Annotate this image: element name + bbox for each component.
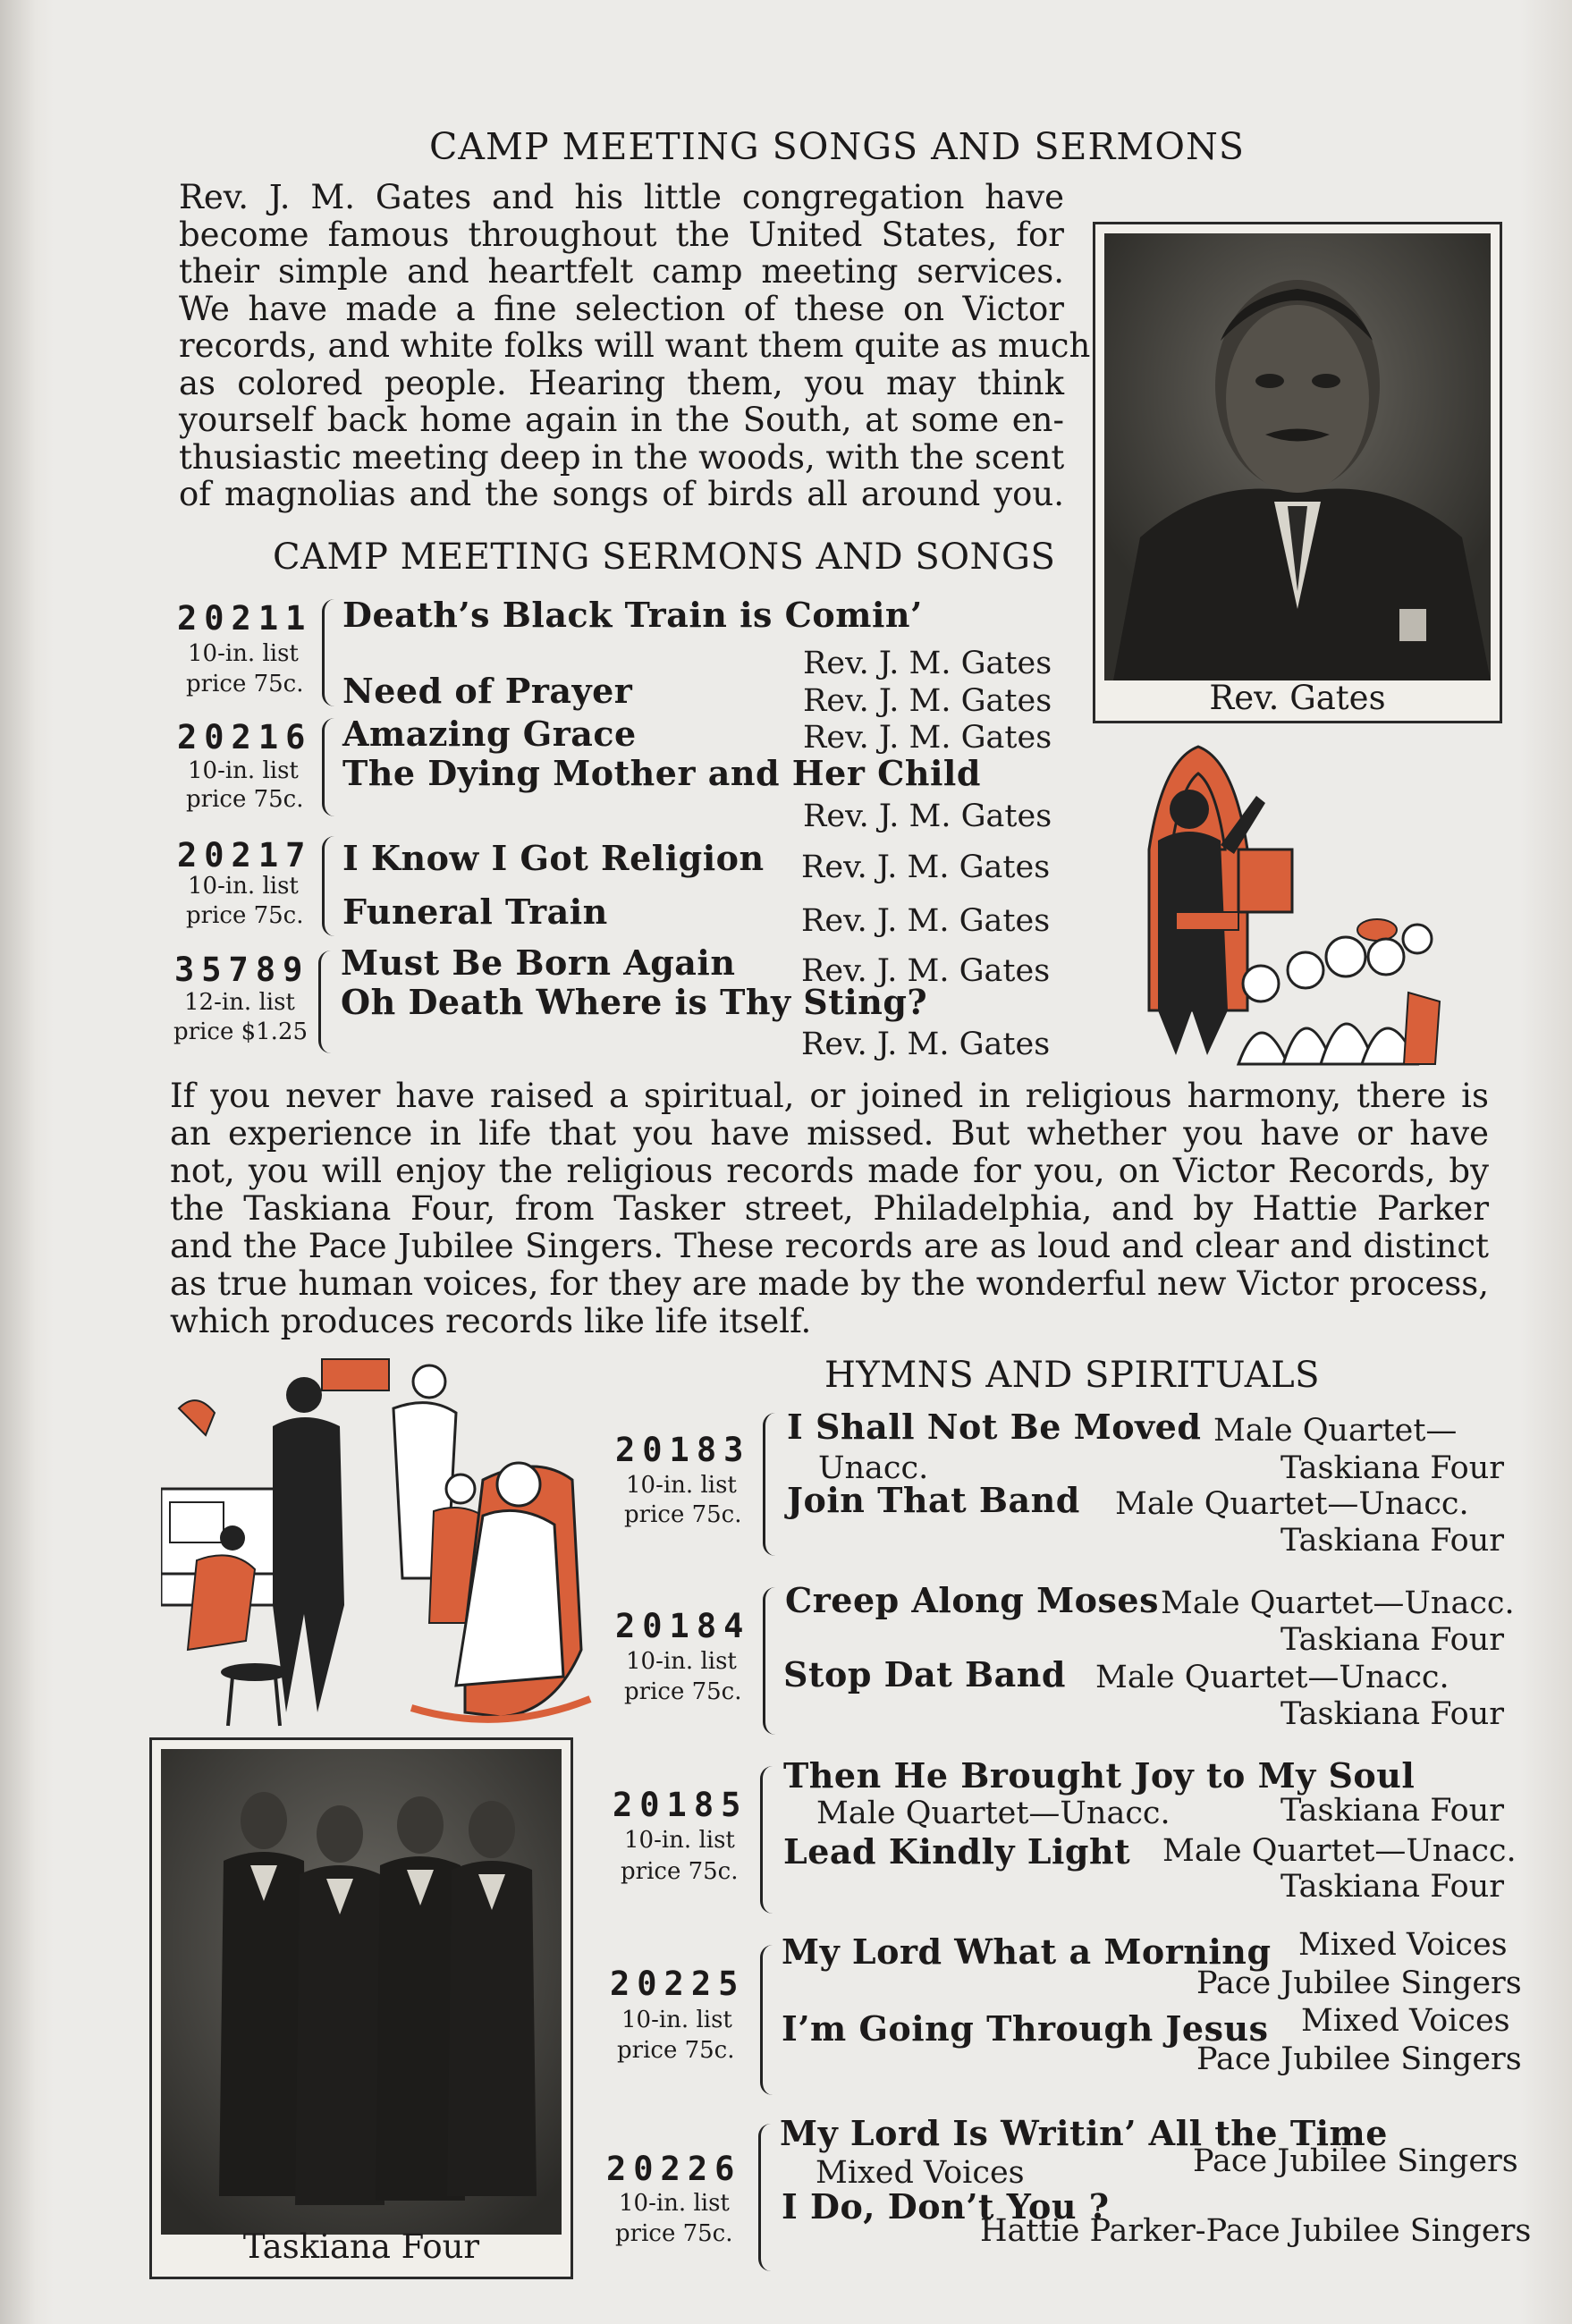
record-price: price 75c. bbox=[186, 902, 304, 929]
song-artist: Taskiana Four bbox=[1280, 1696, 1504, 1732]
record-brace bbox=[763, 1587, 778, 1735]
page-title: CAMP MEETING SONGS AND SERMONS bbox=[429, 125, 1245, 168]
song-title: Lead Kindly Light bbox=[783, 1831, 1131, 1872]
song-artist: Rev. J. M. Gates bbox=[801, 1027, 1051, 1062]
song-title: Oh Death Where is Thy Sting? bbox=[341, 982, 928, 1022]
record-price: price 75c. bbox=[624, 1678, 742, 1705]
paragraph-line: the Taskiana Four, from Tasker street, Philadelphia, and by Hattie Parker bbox=[170, 1189, 1489, 1228]
record-brace bbox=[760, 1945, 775, 2095]
rev-gates-portrait-image bbox=[1104, 233, 1491, 680]
record-number: 20183 bbox=[615, 1431, 751, 1469]
preacher-illustration bbox=[1122, 742, 1453, 1069]
record-size: 10-in. list bbox=[188, 873, 299, 900]
song-title: Stop Dat Band bbox=[783, 1654, 1066, 1694]
song-type: Mixed Voices bbox=[816, 2155, 1025, 2191]
song-artist: Pace Jubilee Singers bbox=[1193, 2143, 1518, 2179]
record-number: 20216 bbox=[177, 718, 313, 756]
record-number: 20225 bbox=[610, 1965, 746, 2003]
song-title: The Dying Mother and Her Child bbox=[342, 753, 981, 793]
intro-line: of magnolias and the songs of birds all around you. bbox=[179, 475, 1064, 513]
record-brace bbox=[763, 1413, 778, 1556]
taskiana-four-photo bbox=[149, 1737, 573, 2279]
paragraph-line: an experience in life that you have missed. But whether you have or have bbox=[170, 1114, 1489, 1153]
record-brace bbox=[322, 836, 337, 936]
record-price: price 75c. bbox=[615, 2220, 733, 2247]
record-size: 10-in. list bbox=[624, 1827, 735, 1854]
paragraph-line: and the Pace Jubilee Singers. These records are as loud and clear and distinct bbox=[170, 1227, 1489, 1265]
record-number: 20185 bbox=[613, 1786, 748, 1824]
record-size: 12-in. list bbox=[184, 989, 295, 1016]
song-type: Mixed Voices bbox=[1298, 1927, 1508, 1963]
song-title: Join That Band bbox=[787, 1480, 1080, 1520]
intro-paragraph bbox=[179, 178, 1091, 513]
paragraph-line: as true human voices, for they are made by the wonderful new Victor process, bbox=[170, 1264, 1489, 1303]
song-artist: Rev. J. M. Gates bbox=[803, 799, 1052, 834]
intro-line: We have made a fine selection of these on Victor bbox=[179, 289, 1064, 328]
intro-line: records, and white folks will want them quite as much bbox=[179, 326, 1091, 365]
record-size: 10-in. list bbox=[619, 2190, 730, 2217]
song-title: I Shall Not Be Moved bbox=[787, 1407, 1202, 1447]
record-price: price 75c. bbox=[186, 671, 304, 697]
song-title: Then He Brought Joy to My Soul bbox=[783, 1755, 1416, 1796]
record-number: 20217 bbox=[177, 836, 313, 875]
record-number: 20211 bbox=[177, 599, 313, 638]
record-size: 10-in. list bbox=[621, 2007, 732, 2033]
song-title: Need of Prayer bbox=[342, 671, 633, 711]
record-number: 20184 bbox=[615, 1607, 751, 1645]
intro-line: Rev. J. M. Gates and his little congregation have bbox=[179, 178, 1064, 216]
sermons-heading: CAMP MEETING SERMONS AND SONGS bbox=[273, 537, 1056, 578]
song-artist: Rev. J. M. Gates bbox=[801, 953, 1051, 989]
song-title: I Do, Don’t You ? bbox=[782, 2186, 1110, 2227]
rev-gates-caption: Rev. Gates bbox=[1209, 679, 1386, 717]
intro-line: their simple and heartfelt camp meeting services. bbox=[179, 252, 1064, 291]
family-singing-illustration bbox=[161, 1355, 599, 1730]
record-brace bbox=[760, 1766, 775, 1914]
song-type: Male Quartet—Unacc. bbox=[816, 1796, 1171, 1831]
taskiana-four-group-image bbox=[161, 1749, 562, 2235]
song-type: Male Quartet—Unacc. bbox=[1161, 1585, 1515, 1621]
song-type: Mixed Voices bbox=[1301, 2003, 1510, 2039]
record-price: price 75c. bbox=[624, 1501, 742, 1528]
song-artist: Taskiana Four bbox=[1280, 1622, 1504, 1658]
song-title: Must Be Born Again bbox=[341, 942, 736, 983]
song-title: I’m Going Through Jesus bbox=[782, 2008, 1269, 2049]
record-price: price 75c. bbox=[617, 2037, 735, 2064]
song-type: Unacc. bbox=[818, 1450, 929, 1486]
record-size: 10-in. list bbox=[188, 757, 299, 784]
hymns-heading: HYMNS AND SPIRITUALS bbox=[824, 1355, 1321, 1396]
religious-records-paragraph bbox=[170, 1077, 1489, 1340]
song-artist: Hattie Parker-Pace Jubilee Singers bbox=[980, 2213, 1532, 2249]
song-artist: Taskiana Four bbox=[1280, 1523, 1504, 1559]
taskiana-four-caption: Taskiana Four bbox=[242, 2227, 480, 2266]
intro-line: as colored people. Hearing them, you may think bbox=[179, 363, 1064, 402]
record-size: 10-in. list bbox=[626, 1648, 737, 1675]
song-artist: Rev. J. M. Gates bbox=[801, 903, 1051, 939]
record-number: 35789 bbox=[174, 951, 310, 989]
song-artist: Rev. J. M. Gates bbox=[803, 683, 1052, 719]
paragraph-line: which produces records like life itself. bbox=[170, 1302, 812, 1340]
record-number: 20226 bbox=[606, 2150, 742, 2188]
song-type: Male Quartet—Unacc. bbox=[1095, 1660, 1449, 1695]
record-brace bbox=[322, 718, 337, 816]
song-type: Male Quartet—Unacc. bbox=[1115, 1486, 1469, 1522]
song-artist: Taskiana Four bbox=[1280, 1450, 1504, 1486]
record-price: price 75c. bbox=[621, 1858, 739, 1885]
song-artist: Taskiana Four bbox=[1280, 1869, 1504, 1905]
record-brace bbox=[758, 2124, 773, 2271]
intro-line: yourself back home again in the South, at some en- bbox=[179, 401, 1064, 439]
paragraph-line: If you never have raised a spiritual, or joined in religious harmony, there is bbox=[170, 1077, 1489, 1115]
paragraph-line: not, you will enjoy the religious records made for you, on Victor Records, by bbox=[170, 1152, 1489, 1190]
song-title: Creep Along Moses bbox=[785, 1580, 1159, 1620]
song-artist: Taskiana Four bbox=[1280, 1793, 1504, 1829]
song-title: I Know I Got Religion bbox=[342, 838, 765, 878]
song-title: Funeral Train bbox=[342, 892, 608, 932]
song-artist: Pace Jubilee Singers bbox=[1196, 2041, 1522, 2077]
record-price: price $1.25 bbox=[173, 1018, 308, 1045]
record-brace bbox=[322, 599, 337, 706]
song-artist: Rev. J. M. Gates bbox=[803, 720, 1052, 756]
record-size: 10-in. list bbox=[188, 640, 299, 667]
song-title: Death’s Black Train is Comin’ bbox=[342, 595, 923, 635]
song-artist: Pace Jubilee Singers bbox=[1196, 1965, 1522, 2001]
song-title: Amazing Grace bbox=[342, 714, 637, 754]
rev-gates-photo bbox=[1093, 222, 1502, 723]
song-type: Male Quartet—Unacc. bbox=[1162, 1833, 1517, 1869]
intro-line: thusiastic meeting deep in the woods, with the scent bbox=[179, 437, 1065, 477]
song-title: My Lord What a Morning bbox=[782, 1931, 1272, 1972]
record-price: price 75c. bbox=[186, 786, 304, 813]
song-artist: Rev. J. M. Gates bbox=[801, 849, 1051, 885]
record-size: 10-in. list bbox=[626, 1472, 737, 1499]
intro-line: become famous throughout the United States, for bbox=[179, 215, 1064, 254]
record-brace bbox=[318, 951, 334, 1053]
song-type: Male Quartet— bbox=[1213, 1413, 1458, 1449]
song-artist: Rev. J. M. Gates bbox=[803, 646, 1052, 681]
song-title: My Lord Is Writin’ All the Time bbox=[780, 2113, 1388, 2153]
